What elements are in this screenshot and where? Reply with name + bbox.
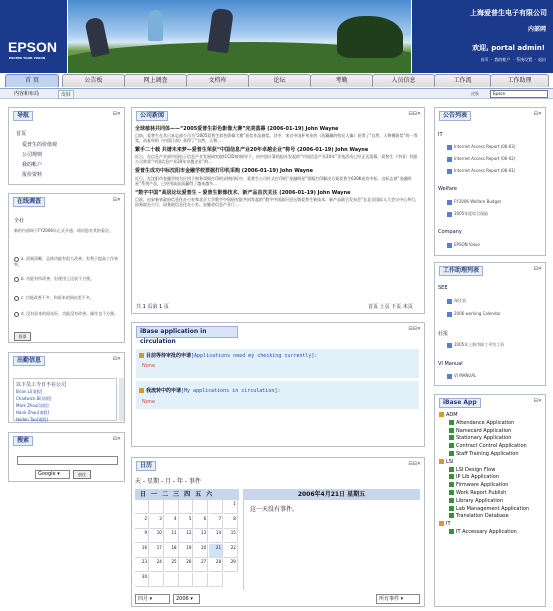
calendar-day[interactable]: 12 — [179, 529, 193, 543]
panel-controls-icon[interactable]: ⊟✕ — [112, 436, 121, 442]
survey-option-b[interactable]: b. 功能有所改善，但使用上比较不方便。 — [14, 276, 122, 282]
news-summary: 目前，由安新省政府信息化办公室和北京大学数字中国研究院共同发起的“数字中国高层论坛暨爱普生新技术、新产品联合发布会”在北京国际人大会议中心举行，国务院办公厅、国务院信息化办公室、安徽省信息产业厅... — [135, 196, 420, 207]
calendar-day[interactable]: 8 — [224, 515, 238, 529]
tab-forum[interactable]: 论坛 — [248, 74, 311, 87]
calendar-day[interactable]: 3 — [150, 515, 164, 529]
calendar-day[interactable]: 24 — [150, 558, 164, 572]
bulletin-group: IT — [438, 132, 443, 138]
nav-item-account[interactable]: 我的帐户 — [22, 162, 43, 168]
navigation-panel — [8, 107, 125, 185]
pending-label: 目前等待审批的申请[Applications need my checking currently]: — [139, 352, 317, 359]
presence-heading: 以下员工今日不在公司 — [16, 382, 67, 388]
calendar-day[interactable]: 11 — [165, 529, 179, 543]
person-entry[interactable]: Mark Zhou[请假] — [16, 403, 49, 408]
nav-heading: 首页 — [16, 131, 27, 137]
calendar-day — [209, 573, 223, 587]
bulletin-item[interactable]: EPSON Value — [447, 242, 480, 248]
tab-bulletin[interactable]: 公告板 — [62, 74, 125, 87]
my-apps-value: None — [142, 399, 156, 405]
month-select[interactable]: 四月 ▾ — [135, 594, 170, 604]
assistant-item[interactable]: 保任表 — [447, 298, 466, 304]
main-navigation — [0, 73, 553, 88]
my-apps-label: 我流转中的申请[My applications in circulation]: — [139, 387, 280, 394]
panel-title: iBase application in circulation — [136, 326, 238, 338]
calendar-day[interactable]: 25 — [165, 558, 179, 572]
events-area — [243, 499, 420, 590]
nav-item-values[interactable]: 爱普生的价值观 — [22, 142, 58, 148]
assistant-group: VI Manual — [438, 361, 463, 367]
tab-documents[interactable]: 文档库 — [186, 74, 249, 87]
layout-link[interactable]: 内容和布局 — [14, 91, 40, 97]
panel-controls-icon[interactable]: ⊟✕ — [533, 398, 542, 404]
survey-option-d[interactable]: d. 没有原来的网站好，功能没有改善，操作也不方便。 — [14, 311, 122, 317]
assistant-item[interactable]: 2006 working Calendar — [447, 311, 501, 317]
calendar-day[interactable]: 13 — [194, 529, 208, 543]
calendar-day[interactable]: 2 — [135, 515, 149, 529]
survey-heading: 全社 — [14, 218, 25, 224]
news-summary: 目前，爱普生在其日本总部公司为“2005爱普生彩色影像大赛”获奖作品颁奖。其中，来自中国杯毕业的《西藏藏的牧民人像》获得了“自然、人物摄影奖”的一等奖，而复审的《中国江南》获得了“自然、人物... — [135, 133, 418, 144]
news-headline[interactable]: 全球植林共同体——“2005爱普生彩色影像大赛”完美落幕 (2006-01-19) John Wayne — [135, 126, 339, 132]
panel-controls-icon[interactable]: ⊟⊟✕ — [408, 326, 421, 332]
bulletin-group: Welfare — [438, 186, 457, 192]
search-engine-select[interactable]: Google ▾ — [35, 470, 70, 479]
calendar-day — [165, 573, 179, 587]
calendar-day[interactable]: 26 — [179, 558, 193, 572]
calendar-view-switcher[interactable]: 天 - 星期 - 月 - 年 - 事件 — [135, 478, 201, 485]
panel-title: 搜索 — [13, 436, 33, 446]
calendar-day — [194, 500, 208, 514]
app-link[interactable]: Contract Control Application — [439, 443, 529, 451]
app-link[interactable]: Firmware Application — [439, 482, 529, 490]
bulletin-item[interactable]: FY2006 Welfare Budget — [447, 199, 501, 205]
header-links[interactable]: 首页 · 我的帐户 · 系统设置 · 退出 — [480, 57, 546, 62]
panel-title: 公司新闻 — [136, 111, 168, 121]
tab-assistant[interactable]: 工作助理 — [490, 74, 549, 87]
calendar-day[interactable]: 10 — [150, 529, 164, 543]
calendar-day[interactable]: 23 — [135, 558, 149, 572]
calendar-day — [194, 573, 208, 587]
calendar-day[interactable]: 9 — [135, 529, 149, 543]
bulletin-group: Company — [438, 229, 462, 235]
skin-select[interactable]: Epson — [490, 90, 548, 98]
assistant-group: SEE — [438, 285, 448, 291]
page-header — [0, 0, 553, 73]
person-entry[interactable]: Brian Li[请假] — [16, 389, 43, 394]
sub-navigation — [0, 88, 553, 99]
calendar-day[interactable]: 27 — [194, 558, 208, 572]
calendar-day[interactable]: 30 — [135, 573, 149, 587]
calendar-day — [150, 573, 164, 587]
calendar-day[interactable]: 17 — [150, 544, 164, 558]
calendar-day[interactable]: 7 — [209, 515, 223, 529]
panel-title: 导航 — [13, 111, 33, 121]
news-pager[interactable]: 首页 上页 下页 末页 — [368, 304, 413, 310]
person-entry[interactable]: Hellen Tao[请假] — [16, 417, 48, 422]
epson-logo — [0, 0, 67, 73]
panel-controls-icon[interactable]: ⊟✕ — [533, 266, 542, 272]
welcome-message: 欢迎, portal admin! — [472, 44, 545, 52]
survey-question: 新的内部网于FY2006年正式开通，请问您对其的看法。 — [14, 228, 113, 233]
assistant-group: 社报 — [438, 331, 449, 337]
event-filter-select[interactable]: 所有事件 ▾ — [376, 594, 420, 604]
app-link[interactable]: Namecard Application — [439, 428, 529, 436]
pending-applications[interactable] — [136, 349, 419, 378]
ibase-app-panel — [434, 394, 546, 607]
app-link[interactable]: IT Accessary Application — [439, 529, 529, 537]
scrollbar[interactable] — [119, 378, 124, 421]
calendar-grid[interactable] — [135, 500, 239, 588]
folder-lsi[interactable]: LSI — [439, 459, 529, 467]
panel-controls-icon[interactable]: ⊟⊟✕ — [408, 111, 421, 117]
survey-option-c[interactable]: c. 功能改善不多，和原来的网站差不多。 — [14, 295, 122, 301]
header-photo — [68, 0, 411, 73]
panel-controls-icon[interactable]: ⊟✕ — [533, 111, 542, 117]
survey-option-a[interactable]: a. 原画清晰，总体功能有很大改善，有利于提高工作效率。 — [14, 256, 118, 267]
calendar-day — [135, 500, 149, 514]
news-list — [135, 126, 421, 207]
calendar-day[interactable]: 29 — [224, 558, 238, 572]
calendar-day[interactable]: 5 — [179, 515, 193, 529]
person-entry[interactable]: Hank Zhou[请假] — [16, 410, 49, 415]
workflow-panel — [131, 322, 425, 447]
tab-survey[interactable]: 网上调查 — [124, 74, 187, 87]
calendar-weekdays: 日一二三四五六 — [135, 489, 239, 500]
calendar-day[interactable]: 16 — [135, 544, 149, 558]
department-name: 内部网 — [527, 26, 546, 33]
calendar-day — [150, 500, 164, 514]
skin-link[interactable]: 皮肤 — [58, 90, 74, 99]
bulletin-item[interactable]: Internet Access Report (06-03) — [447, 144, 515, 150]
calendar-day[interactable]: 19 — [179, 544, 193, 558]
presence-panel — [8, 352, 125, 423]
tab-home[interactable]: 首 页 — [5, 74, 59, 87]
tab-attendance[interactable]: 考勤 — [310, 74, 373, 87]
calendar-day[interactable]: 18 — [165, 544, 179, 558]
app-link[interactable]: Staff Training Application — [439, 451, 529, 459]
folder-it[interactable]: IT — [439, 521, 529, 529]
app-link[interactable]: Lab Management Application — [439, 506, 529, 514]
news-headline[interactable]: 爱普生成功中标沈阳市金融学校票据打印机采购 (2006-01-19) John Wayne — [135, 168, 313, 175]
calendar-day[interactable]: 28 — [209, 558, 223, 572]
app-link[interactable]: LSI Design Flow — [439, 467, 529, 475]
bulletin-item[interactable]: 2005年度综合保险 — [447, 211, 488, 217]
bulletin-item[interactable]: Internet Access Report (06-01) — [447, 168, 515, 174]
selected-date: 2006年4月21日 星期五 — [243, 489, 420, 500]
my-applications[interactable] — [136, 381, 419, 409]
panel-controls-icon[interactable]: ⊟⊟✕ — [408, 461, 421, 467]
search-input[interactable] — [17, 456, 118, 465]
bulletin-item[interactable]: Internet Access Report (06-02) — [447, 156, 515, 162]
panel-title: iBase App — [439, 398, 481, 408]
calendar-day[interactable]: 20 — [194, 544, 208, 558]
company-name: 上海爱普生电子有限公司 — [470, 9, 547, 17]
panel-controls-icon[interactable]: ⊟✕ — [112, 356, 121, 362]
calendar-day[interactable]: 1 — [224, 500, 238, 514]
news-page-count: 共 1 页第 1 页 — [136, 304, 169, 310]
pending-value: None — [142, 363, 156, 369]
panel-title: 出勤信息 — [13, 356, 45, 366]
panel-controls-icon[interactable]: ⊟✕ — [112, 111, 121, 117]
year-select[interactable]: 2006 ▾ — [173, 594, 200, 604]
calendar-day[interactable]: 15 — [224, 529, 238, 543]
panel-title: 日历 — [136, 461, 156, 471]
app-link[interactable]: Stationary Application — [439, 435, 529, 443]
panel-title: 在线调查 — [13, 197, 45, 207]
assistant-panel — [434, 262, 546, 386]
presence-list[interactable] — [13, 378, 117, 421]
calendar-day — [179, 500, 193, 514]
calendar-day — [209, 500, 223, 514]
calendar-day[interactable]: 21 — [209, 544, 223, 558]
person-entry[interactable]: Chadwick Bi[请假] — [16, 396, 52, 401]
assistant-item[interactable]: 2005年上海市职工平均工资 — [447, 342, 504, 348]
calendar-day — [165, 500, 179, 514]
news-summary: 近日，在沈阳市金融学校为应用于财务票据打印机采购招标中，爱普生公司针式打印机“金融明星”票据打印解决方案爱普生630K成功中标。这标志着“金融明星”系列产品，已经用高品质赢得了越来越多... — [135, 175, 412, 186]
logo-text: EPSON — [8, 39, 58, 55]
header-right-panel — [412, 0, 553, 73]
news-headline[interactable]: “数字中国”高层论坛爱普生 – 爱普生影像技术、新产品首次关注 (2006-01-19) John Wayne — [135, 189, 351, 196]
tab-staff[interactable]: 人员信息 — [372, 74, 435, 87]
panel-title: 工作助理列表 — [439, 266, 483, 276]
survey-panel — [8, 193, 125, 343]
panel-title: 公告列表 — [439, 111, 471, 121]
logo-tagline: EXCEED YOUR VISION — [9, 56, 46, 60]
calendar-day[interactable]: 4 — [165, 515, 179, 529]
calendar-day[interactable]: 6 — [194, 515, 208, 529]
company-news-panel — [131, 107, 425, 314]
nav-item-pricing[interactable]: 报价资料 — [22, 172, 43, 178]
vote-button[interactable]: 投票 — [14, 332, 31, 341]
tab-workflow[interactable]: 工作流 — [434, 74, 491, 87]
calendar-panel — [131, 457, 425, 607]
panel-controls-icon[interactable]: ⊟✕ — [112, 197, 121, 203]
news-headline[interactable]: 繁手二十载 共谱未来梦—爱普生荣获“中国信息产业20年卓越企业”称号 (2006-01-19) John Wayne — [135, 147, 369, 154]
calendar-day[interactable]: 14 — [209, 529, 223, 543]
folder-adm[interactable]: ADM — [439, 412, 529, 420]
search-panel — [8, 432, 125, 482]
search-go-button[interactable]: 前往 — [73, 470, 91, 479]
ibase-tree — [439, 412, 529, 537]
assistant-item[interactable]: VI MANUAL — [447, 373, 476, 379]
app-link[interactable]: Attendance Application — [439, 420, 529, 428]
calendar-day — [179, 573, 193, 587]
news-summary: 近日，在信息产业部中国电子信息产业发展研究院(CCID)的指导下，由中国计算机报社发起的“中国信息产业20年”评选活动已经正式落幕，爱普生（中国）有限公司荣获“中国信息产业20年卓越企业”的... — [135, 154, 418, 165]
app-link[interactable]: Library Application — [439, 498, 529, 506]
bulletin-panel — [434, 107, 546, 256]
app-link[interactable]: IP Lib Application — [439, 474, 529, 482]
nav-item-rules[interactable]: 公司规则 — [22, 152, 43, 158]
no-events-message: 这一天没有事件。 — [250, 506, 299, 513]
app-link[interactable]: Work Report Publish — [439, 490, 529, 498]
skin-label: 皮肤 — [471, 91, 479, 96]
calendar-day[interactable]: 22 — [224, 544, 238, 558]
app-link[interactable]: Translation Database — [439, 513, 529, 521]
